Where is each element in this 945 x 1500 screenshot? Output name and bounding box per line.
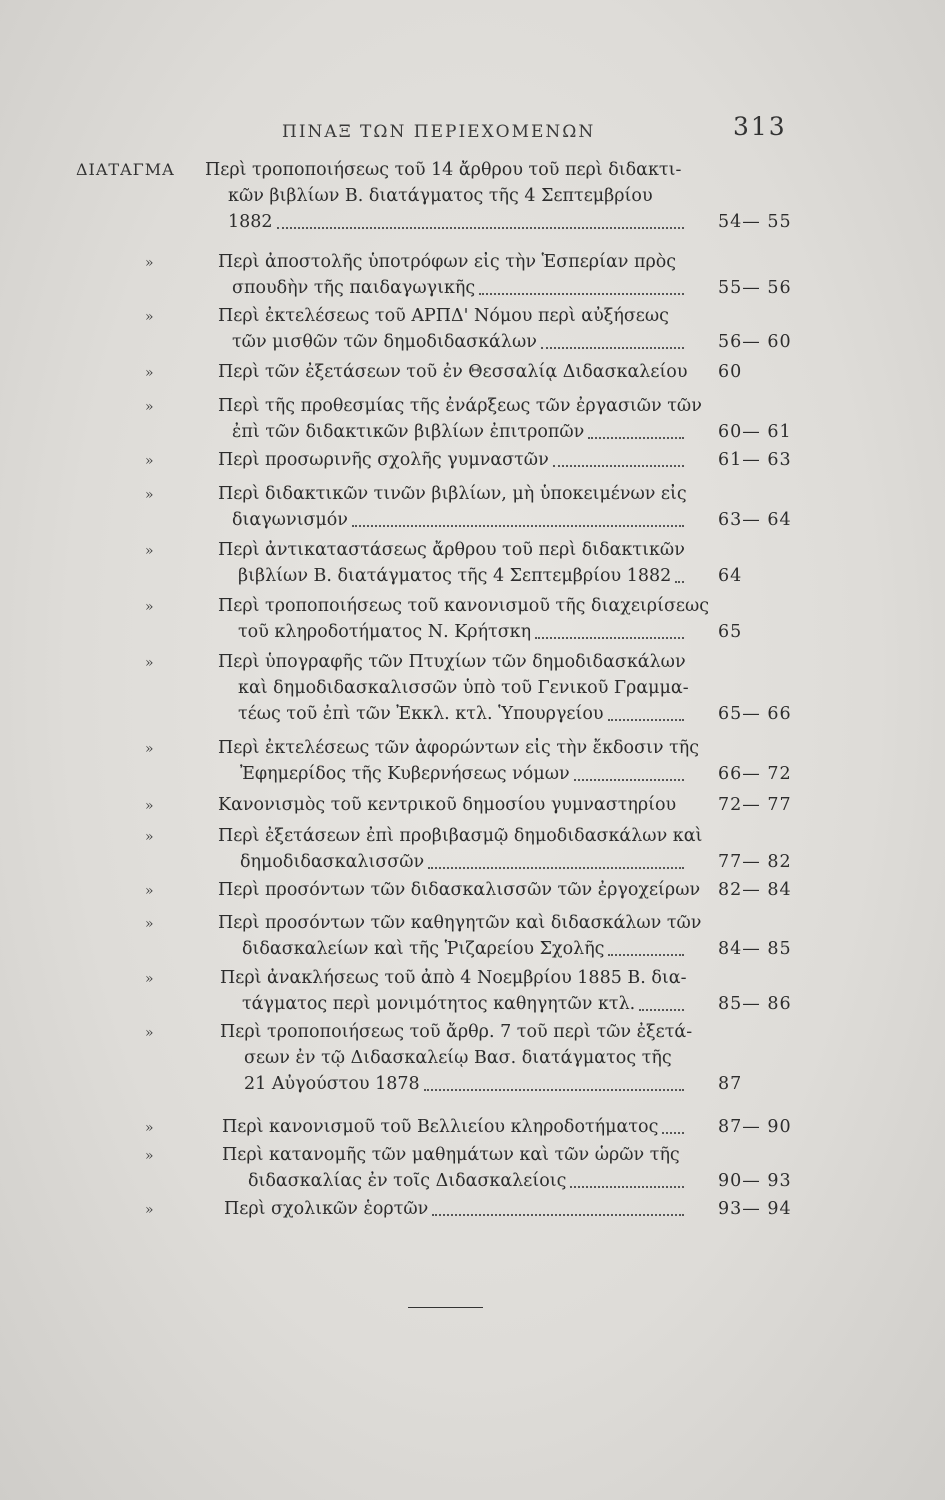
entry-text-line: Περὶ ὑπογραφῆς τῶν Πτυχίων τῶν δημοδιδασκάλων <box>218 652 686 672</box>
page-number: 313 <box>733 112 787 141</box>
dot-leader <box>608 717 684 721</box>
dot-leader <box>588 435 684 439</box>
entry-text-line: σπουδὴν τῆς παιδαγωγικῆς <box>232 278 476 298</box>
ditto-mark: » <box>145 798 154 814</box>
entry-text-line: τάγματος περὶ μονιμότητος καθηγητῶν κτλ. <box>242 994 636 1014</box>
ditto-mark: » <box>145 741 154 757</box>
page-range: 87 <box>718 1074 743 1094</box>
page-range: 60 <box>718 362 743 382</box>
ditto-mark: » <box>145 1148 154 1164</box>
page-range: 84— 85 <box>718 939 792 959</box>
entry-text-line: Περὶ τροποποιήσεως τοῦ κανονισμοῦ τῆς διαχειρίσεως <box>218 596 710 616</box>
entry-text-line: καὶ δημοδιδασκαλισσῶν ὑπὸ τοῦ Γενικοῦ Γραμμα- <box>238 678 689 698</box>
entry-text-line: διδασκαλείων καὶ τῆς Ῥιζαρείου Σχολῆς <box>242 939 605 959</box>
dot-leader <box>662 1130 684 1134</box>
page-range: 93— 94 <box>718 1199 792 1219</box>
dot-leader <box>277 225 684 229</box>
entry-text-line: Περὶ τῶν ἐξετάσεων τοῦ ἐν Θεσσαλίᾳ Διδασκαλείου <box>218 362 688 382</box>
page-range: 54— 55 <box>718 212 792 232</box>
dot-leader <box>675 579 684 583</box>
page-range: 72— 77 <box>718 795 792 815</box>
entry-text-line: 21 Αὐγούστου 1878 <box>244 1074 420 1094</box>
entry-text-line: διαγωνισμόν <box>232 510 348 530</box>
page-range: 65— 66 <box>718 704 792 724</box>
entry-text-line: Περὶ ἐξετάσεων ἐπὶ προβιβασμῷ δημοδιδασκάλων καὶ <box>218 826 703 846</box>
ditto-mark: » <box>145 1120 154 1136</box>
ditto-mark: » <box>145 1025 154 1041</box>
entry-text-line: Περὶ σχολικῶν ἑορτῶν <box>224 1199 429 1219</box>
entry-text-line: Περὶ κατανομῆς τῶν μαθημάτων καὶ τῶν ὡρῶν τῆς <box>222 1145 680 1165</box>
entry-text-line: 1882 <box>228 212 273 232</box>
entry-text-line: Περὶ ἐκτελέσεως τοῦ ΑΡΠΔ' Νόμου περὶ αὐξήσεως <box>218 306 669 326</box>
ditto-mark: » <box>145 543 154 559</box>
ditto-mark: » <box>145 599 154 615</box>
entry-text-line: Περὶ κανονισμοῦ τοῦ Βελλιείου κληροδοτήματος <box>222 1117 659 1137</box>
ditto-mark: » <box>145 255 154 271</box>
dot-leader <box>352 523 684 527</box>
entry-text-line: Περὶ τροποποιήσεως τοῦ 14 ἄρθρου τοῦ περὶ διδακτι- <box>205 160 682 180</box>
page-range: 66— 72 <box>718 764 792 784</box>
ditto-mark: » <box>145 365 154 381</box>
dot-leader <box>570 1184 684 1188</box>
page-range: 82— 84 <box>718 880 792 900</box>
entry-text-line: Περὶ προσόντων τῶν καθηγητῶν καὶ διδασκάλων τῶν <box>218 913 702 933</box>
ditto-mark: » <box>145 883 154 899</box>
entry-text-line: Περὶ τῆς προθεσμίας τῆς ἐνάρξεως τῶν ἐργασιῶν τῶν <box>218 396 702 416</box>
page-range: 65 <box>718 622 743 642</box>
entry-text-line: τοῦ κληροδοτήματος Ν. Κρήτσκη <box>238 622 532 642</box>
ditto-mark: » <box>145 916 154 932</box>
page-range: 90— 93 <box>718 1171 792 1191</box>
page-range: 61— 63 <box>718 450 792 470</box>
entry-text-line: Ἐφημερίδος τῆς Κυβερνήσεως νόμων <box>240 764 570 784</box>
entry-text-line: Κανονισμὸς τοῦ κεντρικοῦ δημοσίου γυμναστηρίου <box>218 795 677 815</box>
page-range: 63— 64 <box>718 510 792 530</box>
dot-leader <box>639 1007 684 1011</box>
entry-text-line: τῶν μισθῶν τῶν δημοδιδασκάλων <box>232 332 537 352</box>
ditto-mark: » <box>145 1202 154 1218</box>
entry-text-line: δημοδιδασκαλισσῶν <box>240 852 425 872</box>
page-range: 56— 60 <box>718 332 792 352</box>
dot-leader <box>574 777 684 781</box>
entry-text-line: Περὶ ἀνακλήσεως τοῦ ἀπὸ 4 Νοεμβρίου 1885 Β. δια- <box>220 968 687 988</box>
running-title: ΠΙΝΑΞ ΤΩΝ ΠΕΡΙΕΧΟΜΕΝΩΝ <box>282 122 596 142</box>
ditto-mark: » <box>145 829 154 845</box>
dot-leader <box>541 345 684 349</box>
entry-text-line: Περὶ ἐκτελέσεως τῶν ἀφορώντων εἰς τὴν ἔκδοσιν τῆς <box>218 738 700 758</box>
page-range: 85— 86 <box>718 994 792 1014</box>
page-range: 60— 61 <box>718 422 792 442</box>
entry-text-line: Περὶ ἀποστολῆς ὑποτρόφων εἰς τὴν Ἑσπερίαν πρὸς <box>218 252 677 272</box>
dot-leader <box>535 635 684 639</box>
page-range: 64 <box>718 566 743 586</box>
entry-text-line: διδασκαλίας ἐν τοῖς Διδασκαλείοις <box>248 1171 567 1191</box>
entry-text-line: κῶν βιβλίων Β. διατάγματος τῆς 4 Σεπτεμβρίου <box>228 186 653 206</box>
dot-leader <box>432 1212 684 1216</box>
ditto-mark: » <box>145 971 154 987</box>
entry-text-line: σεων ἐν τῷ Διδασκαλείῳ Βασ. διατάγματος τῆς <box>244 1048 672 1068</box>
entry-text-line: τέως τοῦ ἐπὶ τῶν Ἐκκλ. κτλ. Ὑπουργείου <box>238 704 604 724</box>
entry-text-line: Περὶ προσόντων τῶν διδασκαλισσῶν τῶν ἐργοχείρων <box>218 880 701 900</box>
entry-text-line: Περὶ τροποποιήσεως τοῦ ἄρθρ. 7 τοῦ περὶ τῶν ἐξετά- <box>220 1022 693 1042</box>
section-rubric: ΔΙΑΤΑΓΜΑ <box>76 160 175 179</box>
entry-text-line: βιβλίων Β. διατάγματος τῆς 4 Σεπτεμβρίου 1882 <box>238 566 672 586</box>
entry-text-line: ἐπὶ τῶν διδακτικῶν βιβλίων ἐπιτροπῶν <box>232 422 585 442</box>
ditto-mark: » <box>145 655 154 671</box>
page-range: 77— 82 <box>718 852 792 872</box>
ditto-mark: » <box>145 453 154 469</box>
ditto-mark: » <box>145 399 154 415</box>
dot-leader <box>428 865 684 869</box>
entry-text-line: Περὶ ἀντικαταστάσεως ἄρθρου τοῦ περὶ διδακτικῶν <box>218 540 685 560</box>
dot-leader <box>479 291 684 295</box>
dot-leader <box>608 952 684 956</box>
dot-leader <box>553 463 684 467</box>
page-range: 87— 90 <box>718 1117 792 1137</box>
ditto-mark: » <box>145 487 154 503</box>
ditto-mark: » <box>145 309 154 325</box>
dot-leader <box>424 1087 684 1091</box>
entry-text-line: Περὶ προσωρινῆς σχολῆς γυμναστῶν <box>218 450 549 470</box>
page-range: 55— 56 <box>718 278 792 298</box>
entry-text-line: Περὶ διδακτικῶν τινῶν βιβλίων, μὴ ὑποκειμένων εἰς <box>218 484 687 504</box>
closing-rule <box>408 1307 483 1308</box>
